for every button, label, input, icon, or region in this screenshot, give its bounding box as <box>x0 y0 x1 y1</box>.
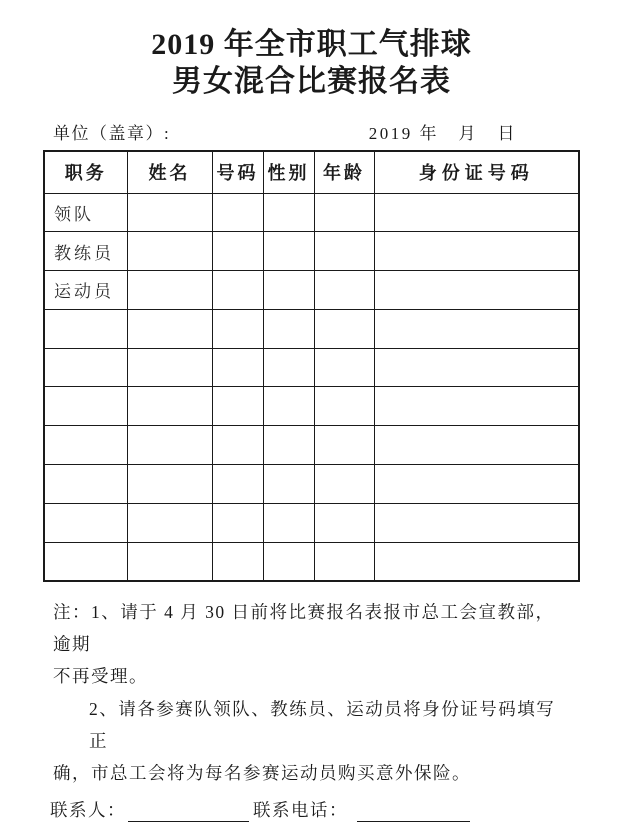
number-cell[interactable] <box>212 232 263 271</box>
idcard-cell[interactable] <box>374 193 579 232</box>
role-cell: 运动员 <box>44 271 127 310</box>
name-cell[interactable] <box>127 193 212 232</box>
table-row-leader <box>44 193 579 232</box>
gender-cell[interactable] <box>263 465 314 504</box>
role-cell: 教练员 <box>44 232 127 271</box>
gender-cell[interactable] <box>263 503 314 542</box>
age-cell[interactable] <box>314 465 374 504</box>
date-label: 2019 年 月 日 <box>368 124 517 143</box>
number-cell[interactable] <box>212 309 263 348</box>
note-2 <box>53 693 573 789</box>
table-row-empty <box>44 348 579 387</box>
idcard-cell[interactable] <box>374 542 579 581</box>
number-cell[interactable] <box>212 542 263 581</box>
unit-seal-label: 单位（盖章）: <box>53 124 171 143</box>
contact-row <box>50 796 623 822</box>
gender-cell[interactable] <box>263 387 314 426</box>
role-cell[interactable] <box>44 542 127 581</box>
name-cell[interactable] <box>127 348 212 387</box>
role-cell[interactable] <box>44 387 127 426</box>
idcard-cell[interactable] <box>374 271 579 310</box>
table-row-empty <box>44 542 579 581</box>
age-cell[interactable] <box>314 309 374 348</box>
notes-section <box>53 596 573 789</box>
name-cell[interactable] <box>127 426 212 465</box>
page-title <box>0 26 623 100</box>
header-name: 姓名 <box>127 151 212 193</box>
note-2-line-2: 确，市总工会将为每名参赛运动员购买意外保险。 <box>53 762 471 783</box>
number-cell[interactable] <box>212 465 263 504</box>
table-row-empty <box>44 503 579 542</box>
note-1 <box>53 596 573 692</box>
idcard-cell[interactable] <box>374 426 579 465</box>
name-cell[interactable] <box>127 271 212 310</box>
header-role: 职务 <box>44 151 127 193</box>
role-cell[interactable] <box>44 465 127 504</box>
table-row-empty <box>44 426 579 465</box>
name-cell[interactable] <box>127 309 212 348</box>
age-cell[interactable] <box>314 503 374 542</box>
gender-cell[interactable] <box>263 193 314 232</box>
number-cell[interactable] <box>212 193 263 232</box>
number-cell[interactable] <box>212 387 263 426</box>
contact-person-blank[interactable] <box>128 800 249 822</box>
name-cell[interactable] <box>127 542 212 581</box>
role-cell[interactable] <box>44 348 127 387</box>
age-cell[interactable] <box>314 271 374 310</box>
gender-cell[interactable] <box>263 542 314 581</box>
number-cell[interactable] <box>212 426 263 465</box>
age-cell[interactable] <box>314 232 374 271</box>
registration-form-page <box>0 26 623 820</box>
header-age: 年龄 <box>314 151 374 193</box>
idcard-cell[interactable] <box>374 465 579 504</box>
number-cell[interactable] <box>212 503 263 542</box>
role-cell: 领队 <box>44 193 127 232</box>
age-cell[interactable] <box>314 387 374 426</box>
table-row-athlete <box>44 271 579 310</box>
gender-cell[interactable] <box>263 426 314 465</box>
title-line-2: 男女混合比赛报名表 <box>172 65 451 98</box>
contact-phone-blank[interactable] <box>357 800 470 822</box>
table-row-empty <box>44 309 579 348</box>
table-row-empty <box>44 465 579 504</box>
table-header-row <box>44 151 579 193</box>
name-cell[interactable] <box>127 465 212 504</box>
gender-cell[interactable] <box>263 271 314 310</box>
table-row-empty <box>44 387 579 426</box>
gender-cell[interactable] <box>263 348 314 387</box>
contact-phone-label: 联系电话： <box>253 799 348 820</box>
idcard-cell[interactable] <box>374 503 579 542</box>
title-line-1: 2019 年全市职工气排球 <box>151 28 472 61</box>
number-cell[interactable] <box>212 271 263 310</box>
table-row-coach <box>44 232 579 271</box>
idcard-cell[interactable] <box>374 387 579 426</box>
info-row <box>53 120 517 144</box>
name-cell[interactable] <box>127 503 212 542</box>
name-cell[interactable] <box>127 232 212 271</box>
gender-cell[interactable] <box>263 309 314 348</box>
age-cell[interactable] <box>314 542 374 581</box>
note-1-line-2: 不再受理。 <box>53 665 148 686</box>
note-1-line-1: 注：1、请于 4 月 30 日前将比赛报名表报市总工会宣教部，逾期 <box>53 601 555 654</box>
header-idcard: 身份证号码 <box>374 151 579 193</box>
contact-person-label: 联系人： <box>50 799 126 820</box>
role-cell[interactable] <box>44 309 127 348</box>
role-cell[interactable] <box>44 426 127 465</box>
header-gender: 性别 <box>263 151 314 193</box>
note-2-line-1: 2、请各参赛队领队、教练员、运动员将身份证号码填写正 <box>89 698 556 751</box>
gender-cell[interactable] <box>263 232 314 271</box>
header-number: 号码 <box>212 151 263 193</box>
name-cell[interactable] <box>127 387 212 426</box>
role-cell[interactable] <box>44 503 127 542</box>
idcard-cell[interactable] <box>374 348 579 387</box>
age-cell[interactable] <box>314 426 374 465</box>
idcard-cell[interactable] <box>374 309 579 348</box>
age-cell[interactable] <box>314 348 374 387</box>
registration-table <box>43 150 580 582</box>
idcard-cell[interactable] <box>374 232 579 271</box>
number-cell[interactable] <box>212 348 263 387</box>
age-cell[interactable] <box>314 193 374 232</box>
